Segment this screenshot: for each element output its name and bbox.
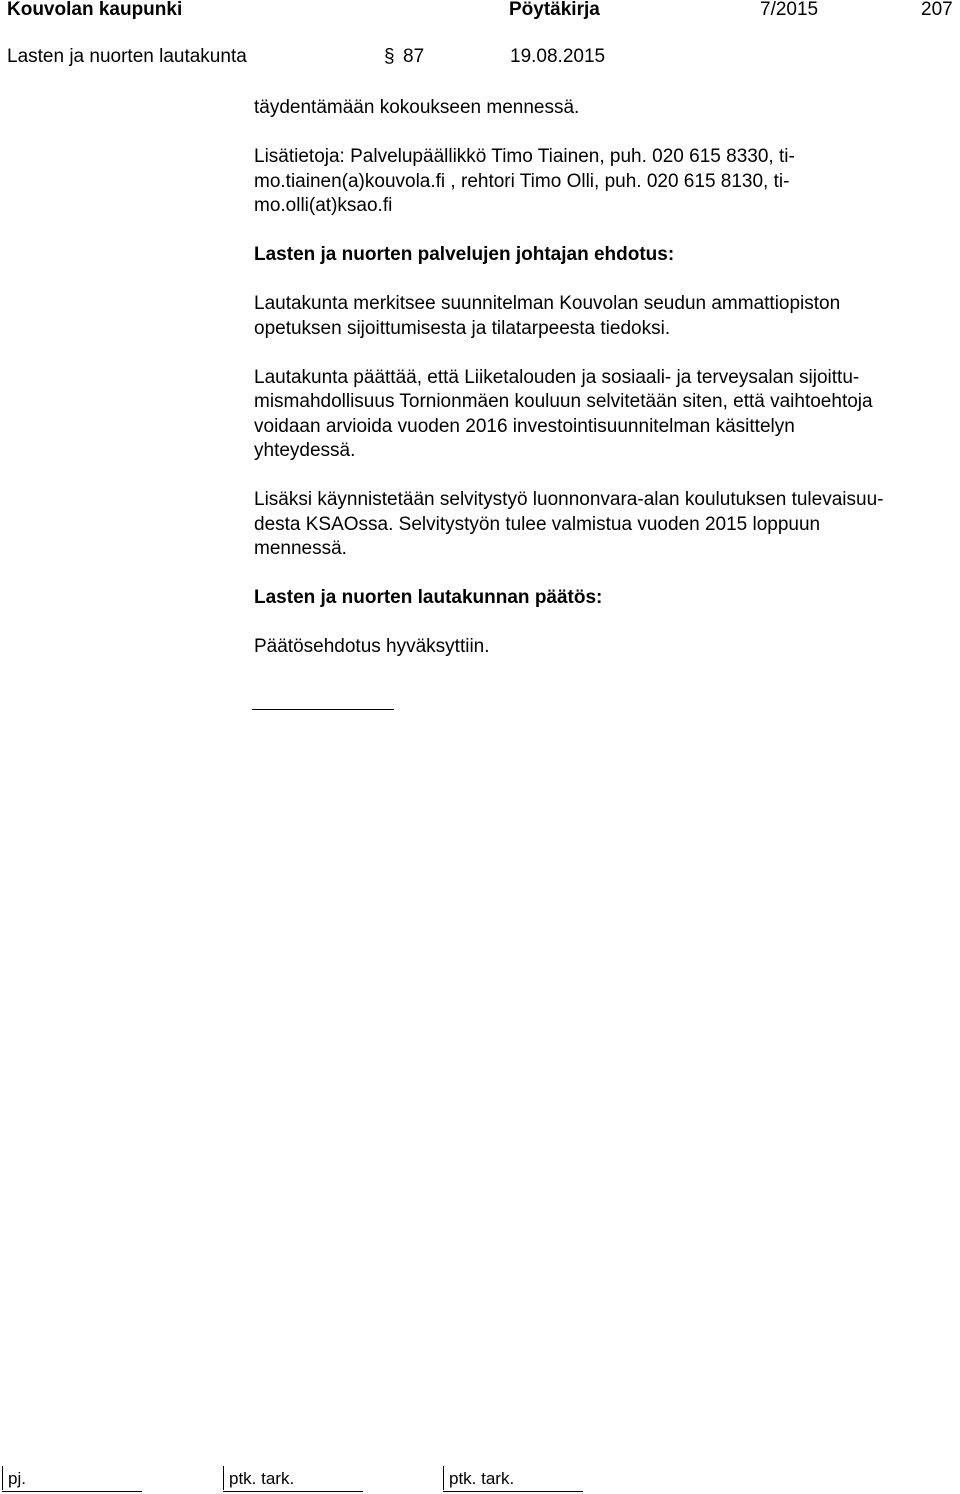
document-number: 7/2015 [760, 0, 819, 20]
proposal-paragraph-1: Lautakunta merkitsee suunnitelman Kouvolan seudun ammattiopiston opetuksen sijoittumisesta ja tilatarpeesta tiedoksi. [254, 293, 841, 339]
signature-field-chair [2, 1466, 142, 1492]
contact-line: mo.olli(at)ksao.fi [254, 195, 393, 216]
document-type: Pöytäkirja [509, 0, 600, 20]
section-number: 87 [403, 46, 425, 67]
contact-line: mo.tiainen(a)kouvola.fi , rehtori Timo Olli, puh. 020 615 8130, ti- [254, 170, 790, 192]
proposal-paragraph-2: Lautakunta päättää, että Liiketalouden ja sosiaali- ja terveysalan sijoittu- mismahdollisuus Tornionmäen kouluun selvitetään siten, että vaihtoehtoja voidaan arvioida vuoden 2016 investointisuunnitelman käsittelyn yhteydessä. [254, 366, 873, 461]
signature-field-checker-2 [443, 1466, 583, 1492]
proposal-paragraph-3: Lisäksi käynnistetään selvitystyö luonnonvara-alan koulutuksen tulevaisuu- desta KSAOssa. Selvitystyön tulee valmistua vuoden 2015 loppuun mennessä. [254, 489, 884, 559]
section-end-rule [252, 709, 394, 710]
decision-heading: Lasten ja nuorten lautakunnan päätös: [254, 587, 603, 608]
document-body [254, 96, 954, 660]
signature-label: ptk. tark. [449, 1469, 515, 1488]
organization-name: Kouvolan kaupunki [7, 0, 183, 20]
intro-paragraph: täydentämään kokoukseen mennessä. [254, 97, 580, 118]
signature-label: ptk. tark. [229, 1469, 295, 1488]
proposal-heading: Lasten ja nuorten palvelujen johtajan ehdotus: [254, 244, 675, 265]
signature-field-checker-1 [223, 1466, 363, 1492]
committee-name: Lasten ja nuorten lautakunta [7, 46, 247, 67]
page-number: 207 [921, 0, 953, 20]
signature-label: pj. [8, 1469, 26, 1488]
contact-line: Lisätietoja: Palvelupäällikkö Timo Tiainen, puh. 020 615 8330, ti- [254, 146, 795, 167]
contact-paragraph [254, 145, 954, 219]
section-symbol: § [384, 46, 395, 67]
meeting-date: 19.08.2015 [510, 46, 606, 67]
decision-text: Päätösehdotus hyväksyttiin. [254, 636, 490, 657]
